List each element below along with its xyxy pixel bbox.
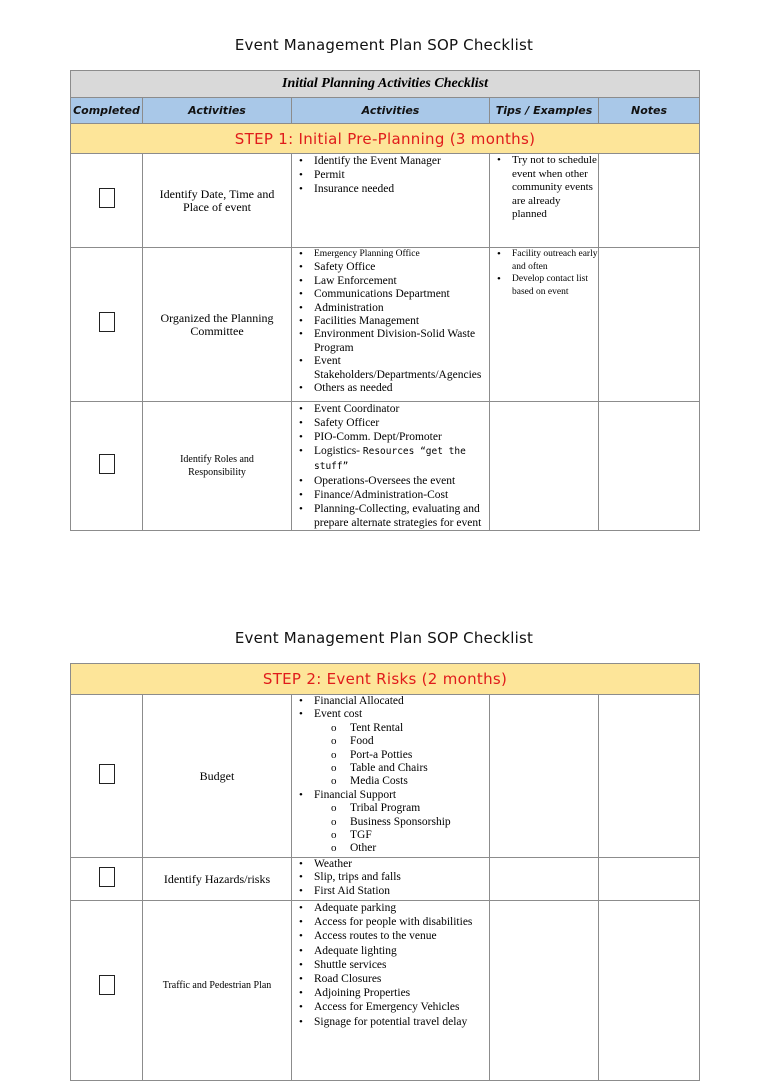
table-row xyxy=(71,858,700,901)
completed-cell xyxy=(71,248,143,402)
list-item: • Event Stakeholders/Departments/Agencies xyxy=(314,355,489,382)
list-item: • Adjoining Properties xyxy=(314,986,489,1000)
completed-checkbox[interactable] xyxy=(99,188,115,208)
list-item: • Safety Office xyxy=(314,261,489,274)
list-item xyxy=(314,444,489,474)
financial-support-label: Financial Support xyxy=(314,788,397,801)
header-activities-detail: Activities xyxy=(292,98,490,124)
list-item: • Weather xyxy=(314,858,489,871)
step-2-row xyxy=(71,664,700,695)
tips-cell xyxy=(490,901,599,1081)
header-notes: Notes xyxy=(599,98,700,124)
list-item: • PIO-Comm. Dept/Promoter xyxy=(314,430,489,444)
list-item: • Adequate parking xyxy=(314,901,489,915)
list-item: • Permit xyxy=(314,168,489,182)
activity-items-cell xyxy=(292,248,490,402)
list-item: • Financial Allocated xyxy=(314,695,489,708)
notes-cell[interactable] xyxy=(599,248,700,402)
list-item: • Operations-Oversees the event xyxy=(314,474,489,488)
table-row xyxy=(71,154,700,248)
activity-items-cell xyxy=(292,901,490,1081)
completed-checkbox[interactable] xyxy=(99,764,115,784)
tips-cell xyxy=(490,402,599,531)
activity-cell: Traffic and Pedestrian Plan xyxy=(143,901,292,1081)
list-item: • Law Enforcement xyxy=(314,275,489,288)
sub-list-item: o Table and Chairs xyxy=(350,762,489,775)
activity-cell: Identify Roles and Responsibility xyxy=(143,402,292,531)
initial-planning-checklist-table xyxy=(70,70,700,531)
list-item: • Adequate lighting xyxy=(314,944,489,958)
notes-cell[interactable] xyxy=(599,402,700,531)
tips-cell xyxy=(490,858,599,901)
list-item: • Others as needed xyxy=(314,382,489,395)
logistics-detail: Resources “get the stuff” xyxy=(314,446,466,472)
list-item: • Signage for potential travel delay xyxy=(314,1015,489,1029)
activity-cell: Organized the Planning Committee xyxy=(143,248,292,402)
list-item: • Facilities Management xyxy=(314,315,489,328)
table-row xyxy=(71,901,700,1081)
step-1-row xyxy=(71,124,700,154)
header-row xyxy=(71,98,700,124)
sub-list-item: o Media Costs xyxy=(350,775,489,788)
notes-cell[interactable] xyxy=(599,901,700,1081)
table-caption: Initial Planning Activities Checklist xyxy=(71,71,700,98)
completed-cell xyxy=(71,901,143,1081)
notes-cell[interactable] xyxy=(599,858,700,901)
list-item: • Safety Officer xyxy=(314,416,489,430)
activity-cell: Identify Date, Time and Place of event xyxy=(143,154,292,248)
header-tips-examples: Tips / Examples xyxy=(490,98,599,124)
completed-cell xyxy=(71,695,143,858)
activity-items-cell xyxy=(292,154,490,248)
list-item: • Event Coordinator xyxy=(314,402,489,416)
completed-cell xyxy=(71,402,143,531)
list-item: • Emergency Planning Office xyxy=(314,248,489,261)
page-title: Event Management Plan SOP Checklist xyxy=(234,629,534,647)
table-row xyxy=(71,695,700,858)
completed-cell xyxy=(71,154,143,248)
tips-cell xyxy=(490,695,599,858)
completed-checkbox[interactable] xyxy=(99,312,115,332)
tips-cell xyxy=(490,154,599,248)
list-item: • Shuttle services xyxy=(314,958,489,972)
sub-list-item: o Other xyxy=(350,842,489,855)
list-item: • Access routes to the venue xyxy=(314,929,489,943)
list-item: • Administration xyxy=(314,302,489,315)
step-2-heading: STEP 2: Event Risks (2 months) xyxy=(71,664,700,695)
list-item xyxy=(314,789,489,856)
list-item: • Planning-Collecting, evaluating and prepare alternate strategies for event xyxy=(314,502,489,530)
notes-cell[interactable] xyxy=(599,154,700,248)
header-completed: Completed xyxy=(71,98,143,124)
tip-item: • Facility outreach early and often xyxy=(512,248,598,273)
sub-list-item: o Food xyxy=(350,735,489,748)
tip-item: • Try not to schedule event when other community events are already planned xyxy=(512,154,598,222)
step-1-heading: STEP 1: Initial Pre-Planning (3 months) xyxy=(71,124,700,154)
list-item: • Slip, trips and falls xyxy=(314,871,489,884)
activity-cell: Budget xyxy=(143,695,292,858)
activity-cell: Identify Hazards/risks xyxy=(143,858,292,901)
event-risks-checklist-table xyxy=(70,663,700,1081)
sub-list-item: o TGF xyxy=(350,829,489,842)
sub-list-item: o Tribal Program xyxy=(350,802,489,815)
list-item: • Access for Emergency Vehicles xyxy=(314,1000,489,1014)
completed-checkbox[interactable] xyxy=(99,867,115,887)
list-item: • First Aid Station xyxy=(314,885,489,898)
tip-item: • Develop contact list based on event xyxy=(512,273,598,298)
completed-checkbox[interactable] xyxy=(99,975,115,995)
list-item: • Insurance needed xyxy=(314,182,489,196)
sub-list-item: o Business Sponsorship xyxy=(350,816,489,829)
table-row xyxy=(71,402,700,531)
list-item: • Finance/Administration-Cost xyxy=(314,488,489,502)
table-caption-row xyxy=(71,71,700,98)
activity-items-cell xyxy=(292,858,490,901)
sub-list-item: o Port-a Potties xyxy=(350,749,489,762)
activity-items-cell xyxy=(292,695,490,858)
table-row xyxy=(71,248,700,402)
list-item: • Environment Division-Solid Waste Program xyxy=(314,328,489,355)
completed-checkbox[interactable] xyxy=(99,454,115,474)
sub-list-item: o Tent Rental xyxy=(350,722,489,735)
list-item: • Identify the Event Manager xyxy=(314,154,489,168)
logistics-label: Logistics- xyxy=(314,445,363,457)
list-item xyxy=(314,708,489,788)
list-item: • Access for people with disabilities xyxy=(314,915,489,929)
header-activities: Activities xyxy=(143,98,292,124)
list-item: • Communications Department xyxy=(314,288,489,301)
event-cost-label: Event cost xyxy=(314,708,363,721)
page-title: Event Management Plan SOP Checklist xyxy=(234,36,534,54)
tips-cell xyxy=(490,248,599,402)
completed-cell xyxy=(71,858,143,901)
list-item: • Road Closures xyxy=(314,972,489,986)
activity-items-cell xyxy=(292,402,490,531)
notes-cell[interactable] xyxy=(599,695,700,858)
